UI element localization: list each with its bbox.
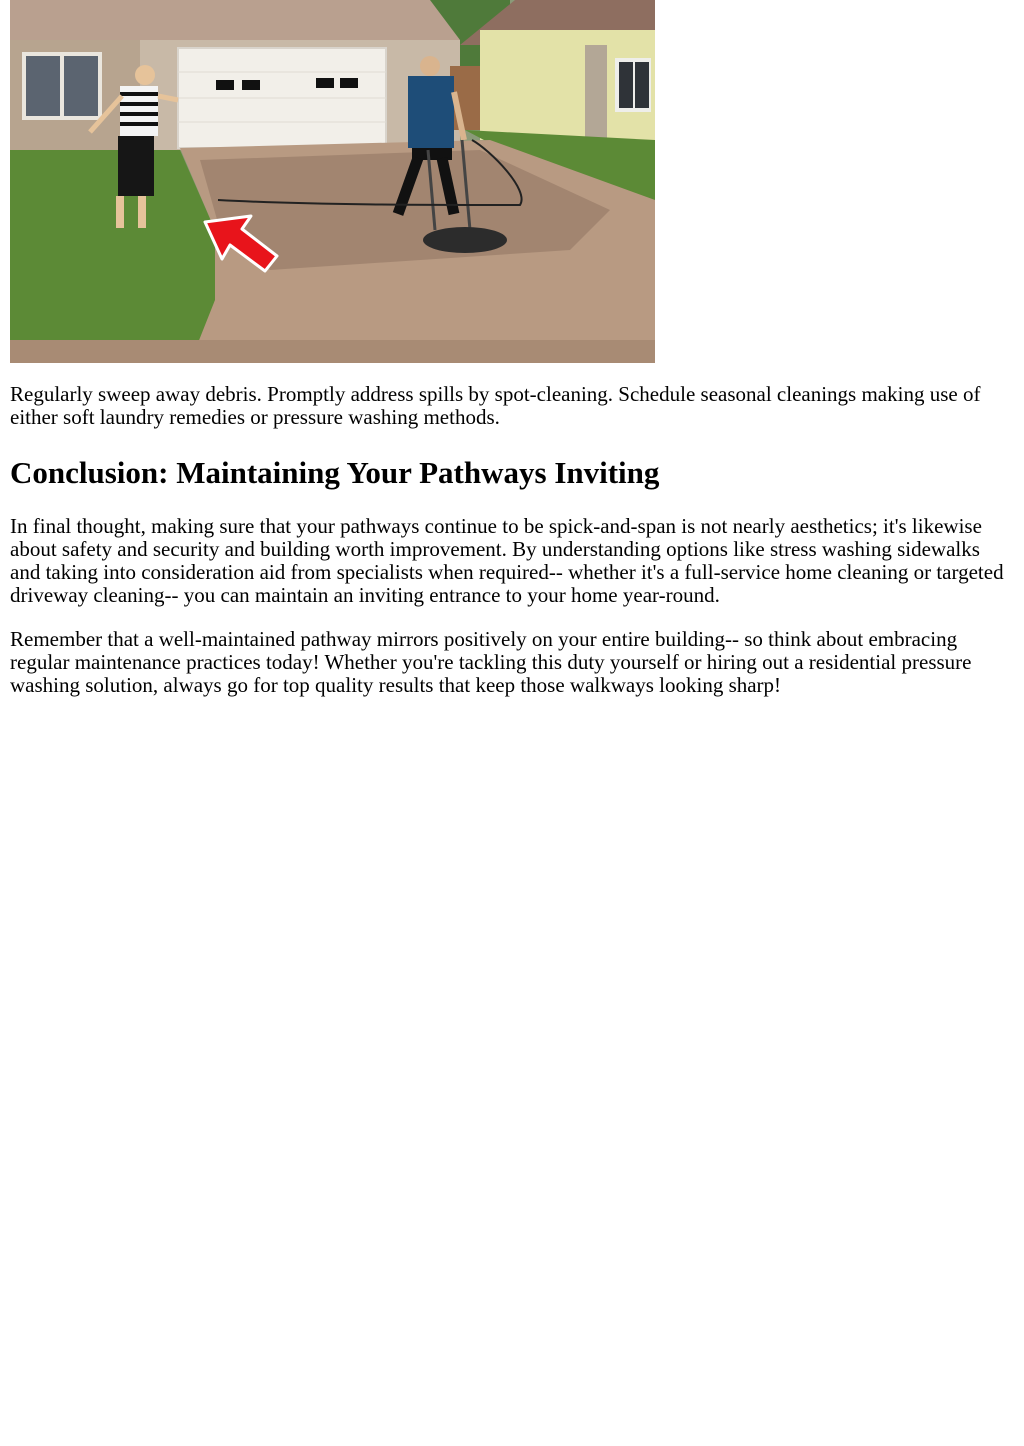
paragraph-maintenance-tips: Regularly sweep away debris. Promptly address spills by spot-cleaning. Schedule seasonal cleanings making use of either soft laundry remedies or pressure washing methods. [10,382,981,430]
driveway-pressure-washing-photo [10,0,655,363]
paragraph-conclusion-intro: In final thought, making sure that your pathways continue to be spick-and-span is not nearly aesthetics; it's likewise about safety and security and building worth improvement. By understanding options like stress washing sidewalks and taking into consideration aid from specialists when required-- whether it's a full-service home cleaning or targeted driveway cleaning-- you can maintain an inviting entrance to your home year-round. [10,513,1004,608]
section-heading-conclusion: Conclusion: Maintaining Your Pathways Inviting [10,454,660,490]
article [10,0,1010,698]
paragraph-conclusion-closing: Remember that a well-maintained pathway mirrors positively on your entire building-- so think about embracing regular maintenance practices today! Whether you're tackling this duty yourself or hiring out a residential pressure washing solution, always go for top quality results that keep those walkways looking sharp! [10,626,972,698]
